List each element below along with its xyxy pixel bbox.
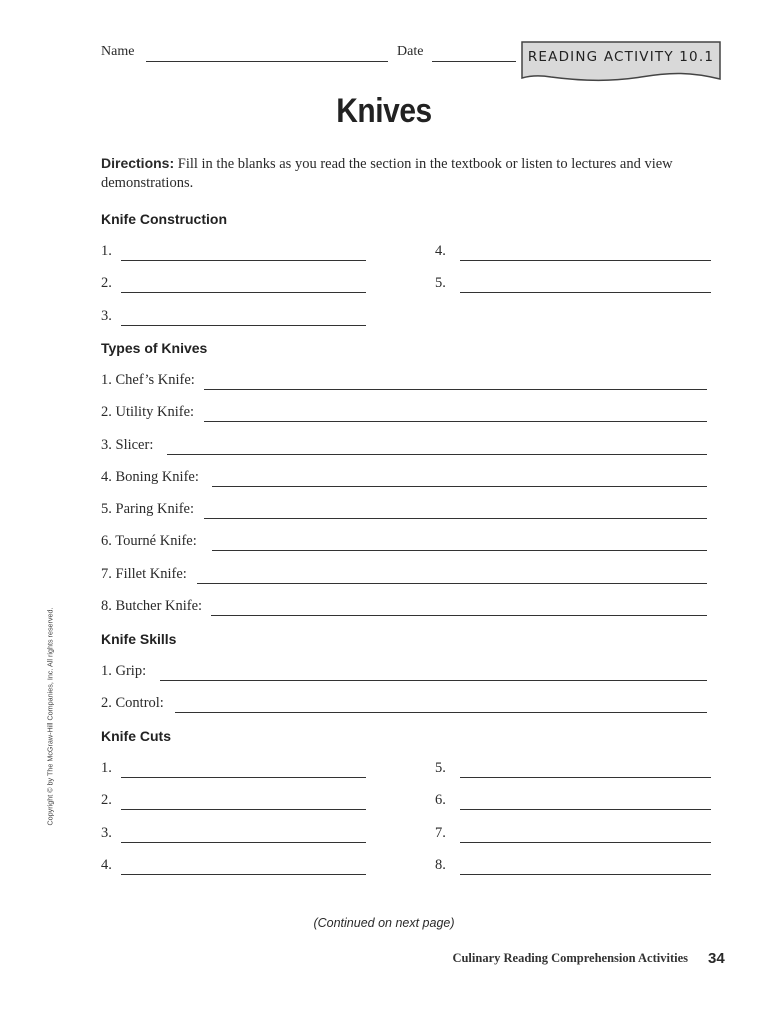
answer-blank[interactable] <box>460 874 711 875</box>
answer-blank[interactable] <box>121 874 366 875</box>
item-label: 1. Grip: <box>101 663 147 679</box>
answer-blank[interactable] <box>167 454 707 455</box>
item-number: 2. <box>101 275 112 291</box>
answer-blank[interactable] <box>204 389 707 390</box>
date-label: Date <box>397 44 424 59</box>
answer-blank[interactable] <box>160 680 707 681</box>
item-number: 1. <box>101 760 112 776</box>
knife-type-item-4 <box>101 469 707 489</box>
name-field[interactable] <box>146 61 388 62</box>
answer-blank[interactable] <box>212 550 707 551</box>
item-number: 1. <box>101 243 112 259</box>
answer-blank[interactable] <box>212 486 707 487</box>
answer-blank[interactable] <box>121 325 366 326</box>
section-heading-knife-cuts: Knife Cuts <box>101 728 171 744</box>
knife-type-item-1 <box>101 372 707 392</box>
knife-type-item-5 <box>101 501 707 521</box>
section-heading-knife-skills: Knife Skills <box>101 631 177 647</box>
page-number: 34 <box>708 950 725 967</box>
knife-cut-item-1 <box>101 760 366 780</box>
directions-text: Fill in the blanks as you read the section in the textbook or listen to lectures and view demonstrations. <box>101 156 673 191</box>
knife-cut-item-8 <box>435 857 711 877</box>
footer-book-title: Culinary Reading Comprehension Activities <box>452 951 688 965</box>
item-label: 5. Paring Knife: <box>101 501 195 517</box>
knife-type-item-6 <box>101 533 707 553</box>
directions-label: Directions: <box>101 155 175 171</box>
item-number: 5. <box>435 760 446 776</box>
item-label: 2. Control: <box>101 695 164 711</box>
answer-blank[interactable] <box>121 777 366 778</box>
badge-text: READING ACTIVITY 10.1 <box>527 49 715 65</box>
section-heading-knife-construction: Knife Construction <box>101 211 227 227</box>
answer-blank[interactable] <box>121 260 366 261</box>
item-label: 7. Fillet Knife: <box>101 566 187 582</box>
answer-blank[interactable] <box>121 842 366 843</box>
date-field[interactable] <box>432 61 516 62</box>
knife-type-item-8 <box>101 598 707 618</box>
answer-blank[interactable] <box>460 842 711 843</box>
answer-blank[interactable] <box>175 712 707 713</box>
answer-blank[interactable] <box>460 777 711 778</box>
item-number: 5. <box>435 275 446 291</box>
item-number: 4. <box>101 857 112 873</box>
continued-note: (Continued on next page) <box>313 916 455 930</box>
reading-activity-badge <box>521 41 721 82</box>
item-number: 8. <box>435 857 446 873</box>
construction-item-3 <box>101 308 366 328</box>
name-label: Name <box>101 44 135 59</box>
item-label: 6. Tourné Knife: <box>101 533 197 549</box>
answer-blank[interactable] <box>204 421 707 422</box>
knife-cut-item-6 <box>435 792 711 812</box>
knife-type-item-7 <box>101 566 707 586</box>
construction-item-4 <box>435 243 711 263</box>
knife-type-item-3 <box>101 437 707 457</box>
item-label: 8. Butcher Knife: <box>101 598 203 614</box>
section-heading-types-of-knives: Types of Knives <box>101 340 208 356</box>
item-number: 4. <box>435 243 446 259</box>
knife-skill-item-2 <box>101 695 707 715</box>
answer-blank[interactable] <box>460 292 711 293</box>
copyright-notice: Copyright © by The McGraw-Hill Companies, Inc. All rights reserved. <box>45 607 55 826</box>
item-number: 3. <box>101 308 112 324</box>
construction-item-1 <box>101 243 366 263</box>
knife-cut-item-5 <box>435 760 711 780</box>
item-number: 7. <box>435 825 446 841</box>
knife-cut-item-2 <box>101 792 366 812</box>
answer-blank[interactable] <box>460 809 711 810</box>
directions <box>101 154 711 193</box>
construction-item-2 <box>101 275 366 295</box>
answer-blank[interactable] <box>121 292 366 293</box>
knife-cut-item-7 <box>435 825 711 845</box>
item-label: 1. Chef’s Knife: <box>101 372 195 388</box>
page-title: Knives <box>336 92 432 130</box>
item-number: 3. <box>101 825 112 841</box>
answer-blank[interactable] <box>197 583 707 584</box>
answer-blank[interactable] <box>121 809 366 810</box>
answer-blank[interactable] <box>204 518 707 519</box>
knife-cut-item-3 <box>101 825 366 845</box>
knife-cut-item-4 <box>101 857 366 877</box>
answer-blank[interactable] <box>460 260 711 261</box>
knife-skill-item-1 <box>101 663 707 683</box>
construction-item-5 <box>435 275 711 295</box>
knife-type-item-2 <box>101 404 707 424</box>
item-label: 4. Boning Knife: <box>101 469 199 485</box>
item-number: 2. <box>101 792 112 808</box>
answer-blank[interactable] <box>211 615 707 616</box>
item-number: 6. <box>435 792 446 808</box>
item-label: 2. Utility Knife: <box>101 404 195 420</box>
item-label: 3. Slicer: <box>101 437 154 453</box>
